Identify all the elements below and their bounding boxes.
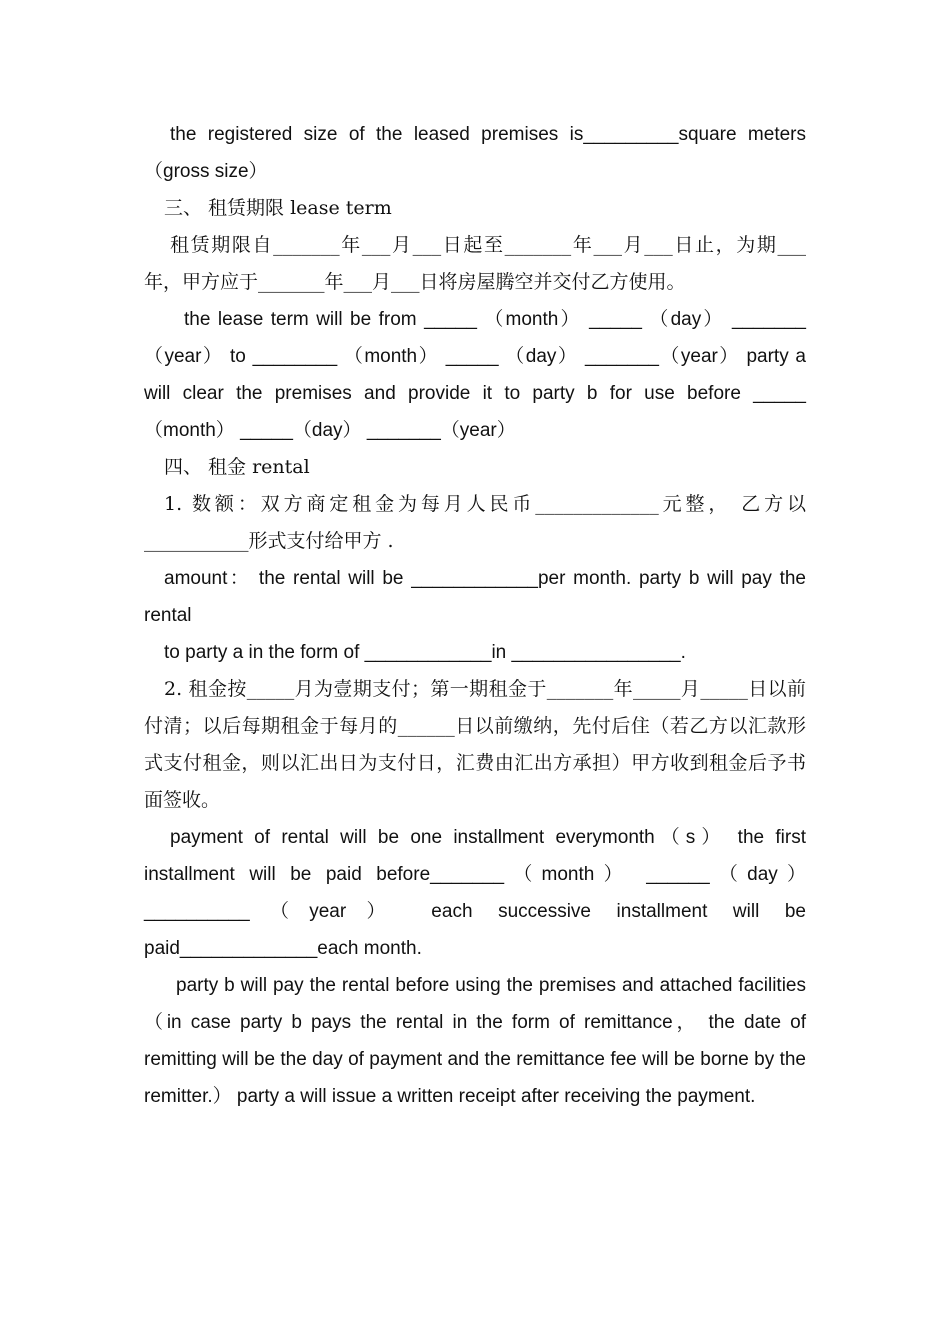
paragraph-amount-en: amount： the rental will be ____________per month. party b will pay the rental [144,568,806,626]
section-heading-rental: 四、 租金 rental [164,456,310,478]
paragraph-registered-size: the registered size of the leased premises is_________square meters （gross size） [144,124,806,182]
paragraph-lease-term-cn: 租赁期限自_______年___月___日起至_______年___月___日止，为期___年，甲方应于_______年___月___日将房屋腾空并交付乙方使用。 [144,234,806,293]
paragraph-lease-term-en: the lease term will be from _____ （month） _____ （day） _______ （year） to ________ （month） _____ （day） _______（year） party a will clear the premises and provide it to party b for use before _____（month） _____（day） _______（year） [144,309,806,441]
section-heading-lease-term: 三、 租赁期限 lease term [164,197,392,219]
paragraph-amount-cn: 1. 数额：双方商定租金为每月人民币_____________元整， 乙方以___________形式支付给甲方 . [144,493,806,552]
paragraph-installment-cn: 2. 租金按_____月为壹期支付；第一期租金于_______年_____月_____日以前付清；以后每期租金于每月的______日以前缴纳，先付后住（若乙方以汇款形式支付租金，则以汇出日为支付日，汇费由汇出方承担）甲方收到租金后予书面签收。 [144,678,806,811]
document-body [144,116,806,1115]
paragraph-payment-terms-en: party b will pay the rental before using the premises and attached facilities （in case party b pays the rental in the form of remittance， the date of remitting will be the day of payment and the remittance fee will be borne by the remitter.） party a will issue a written receipt after receiving the payment. [144,975,806,1107]
paragraph-installment-en: payment of rental will be one installment everymonth（s） the first installment will be paid before_______（month） ______（day） __________（year） each successive installment will be paid_____________each month. [144,827,806,959]
paragraph-form-of-payment: to party a in the form of ____________in ________________. [164,642,686,663]
